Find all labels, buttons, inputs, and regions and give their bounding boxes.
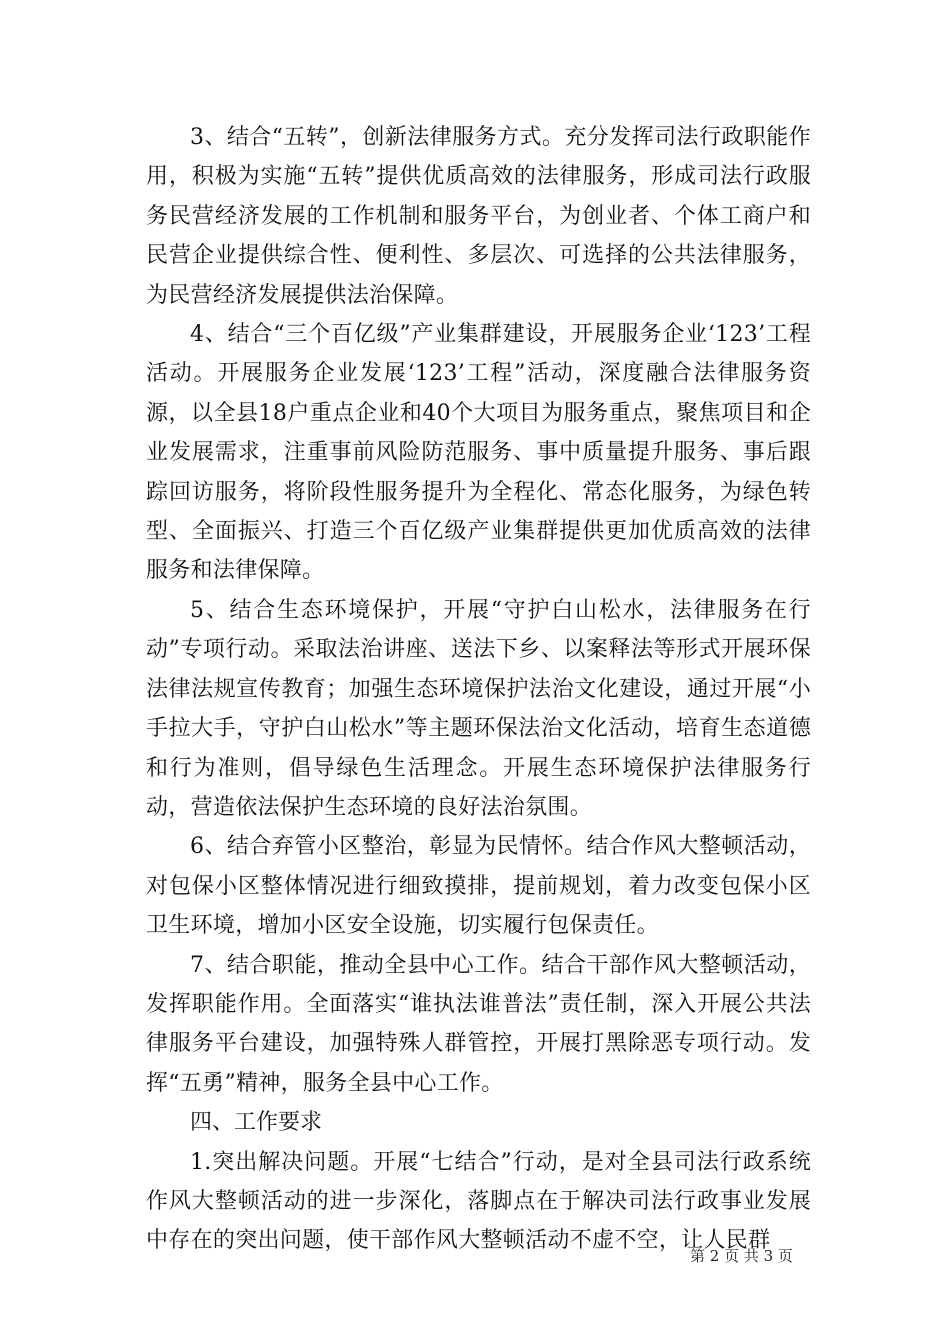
paragraph-item-6: 6、结合弃管小区整治，彰显为民情怀。结合作风大整顿活动，对包保小区整体情况进行细致摸排，提前规划，着力改变包保小区卫生环境，增加小区安全设施，切实履行包保责任。 — [146, 834, 811, 939]
paragraph-item-3: 3、结合“五转”，创新法律服务方式。充分发挥司法行政职能作用，积极为实施“五转”提供优质高效的法律服务，形成司法行政服务民营经济发展的工作机制和服务平台，为创业者、个体工商户和民营企业提供综合性、便利性、多层次、可选择的公共法律服务，为民营经济发展提供法治保障。 — [146, 125, 811, 308]
section-heading: 四、工作要求 — [190, 1110, 323, 1136]
paragraph-item-7: 7、结合职能，推动全县中心工作。结合干部作风大整顿活动，发挥职能作用。全面落实“谁执法谁普法”责任制，深入开展公共法律服务平台建设，加强特殊人群管控，开展打黑除恶专项行动。发挥“五勇”精神，服务全县中心工作。 — [146, 952, 811, 1096]
paragraph-requirement-1: 1.突出解决问题。开展“七结合”行动，是对全县司法行政系统作风大整顿活动的进一步深化，落脚点在于解决司法行政事业发展中存在的突出问题，使干部作风大整顿活动不虚不空，让人民群 — [146, 1149, 811, 1254]
paragraph-item-5: 5、结合生态环境保护，开展“守护白山松水，法律服务在行动”专项行动。采取法治讲座、送法下乡、以案释法等形式开展环保法律法规宣传教育；加强生态环境保护法治文化建设，通过开展“小手拉大手，守护白山松水”等主题环保法治文化活动，培育生态道德和行为准则，倡导绿色生活理念。开展生态环境保护法律服务行动，营造依法保护生态环境的良好法治氛围。 — [146, 597, 811, 820]
page-number-footer: 第 2 页 共 3 页 — [690, 1247, 793, 1265]
document-body — [146, 118, 811, 1261]
paragraph-item-4: 4、结合“三个百亿级”产业集群建设，开展服务企业‘123’工程活动。开展服务企业发展‘123’工程”活动，深度融合法律服务资源，以全县18户重点企业和40个大项目为服务重点，聚焦项目和企业发展需求，注重事前风险防范服务、事中质量提升服务、事后跟踪回访服务，将阶段性服务提升为全程化、常态化服务，为绿色转型、全面振兴、打造三个百亿级产业集群提供更加优质高效的法律服务和法律保障。 — [146, 322, 811, 584]
